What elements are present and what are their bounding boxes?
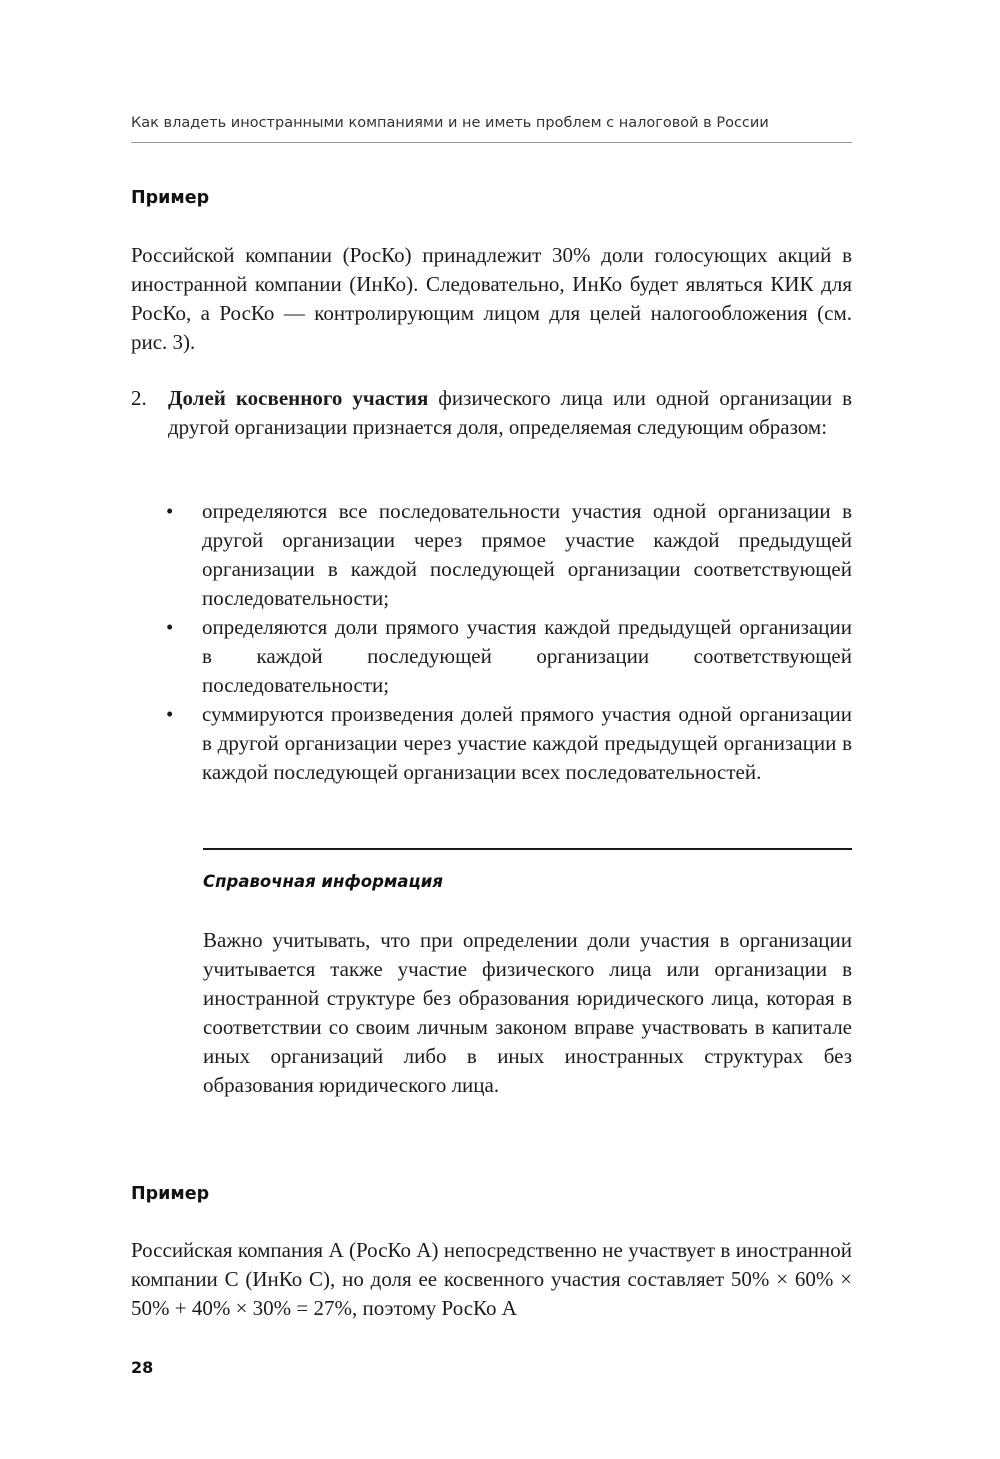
list-item-text: определяются все последовательности участия одной организации в другой организации через прямое участие каждой предыдущей организации в каждой последующей организации соответствующей последовательности; xyxy=(202,499,852,610)
reference-divider xyxy=(203,848,852,850)
list-item xyxy=(166,613,852,700)
bullet-marker: • xyxy=(166,702,174,726)
list-item-text: определяются доли прямого участия каждой предыдущей организации в каждой последующей организации соответствующей последовательности; xyxy=(202,615,852,697)
reference-paragraph: Важно учитывать, что при определении доли участия в организации учитывается также участие физического лица или организации в иностранной структуре без образования юридического лица, которая в соответствии со своим личным законом вправе участвовать в капитале иных организаций либо в иных иностранных структурах без образования юридического лица. xyxy=(203,928,852,1097)
numbered-item-2 xyxy=(131,384,852,442)
item-number: 2. xyxy=(131,386,147,410)
list-item xyxy=(166,497,852,613)
bullet-marker: • xyxy=(166,499,174,523)
list-item xyxy=(166,700,852,787)
bullet-marker: • xyxy=(166,615,174,639)
item-body xyxy=(168,384,852,442)
item-term: Долей косвенного участия xyxy=(168,386,429,410)
item-text: физического лица или одной организации в другой организации признается доля, определяемая следующим образом: xyxy=(168,386,852,439)
bullet-list xyxy=(166,497,852,787)
reference-heading: Справочная информация xyxy=(203,872,443,891)
example-paragraph-1: Российской компании (РосКо) принадлежит 30% доли голосующих акций в иностранной компании (ИнКо). Следовательно, ИнКо будет являться КИК для РосКо, а РосКо — контролирующим лицом для целей налогообложения (см. рис. 3). xyxy=(131,243,852,354)
running-head: Как владеть иностранными компаниями и не иметь проблем с налоговой в России xyxy=(131,115,769,131)
page-number: 28 xyxy=(131,1358,154,1377)
header-divider xyxy=(131,142,852,143)
example-paragraph-2: Российская компания А (РосКо А) непосредственно не участвует в иностранной компании С (ИнКо С), но доля ее косвенного участия составляет 50% × 60% × 50% + 40% × 30% = 27%, поэтому РосКо А xyxy=(131,1238,852,1320)
example-heading-2: Пример xyxy=(131,1184,210,1204)
list-item-text: суммируются произведения долей прямого участия одной организации в другой организации через участие каждой предыдущей организации в каждой последующей организации всех последовательностей. xyxy=(202,702,852,784)
example-heading-1: Пример xyxy=(131,188,210,208)
